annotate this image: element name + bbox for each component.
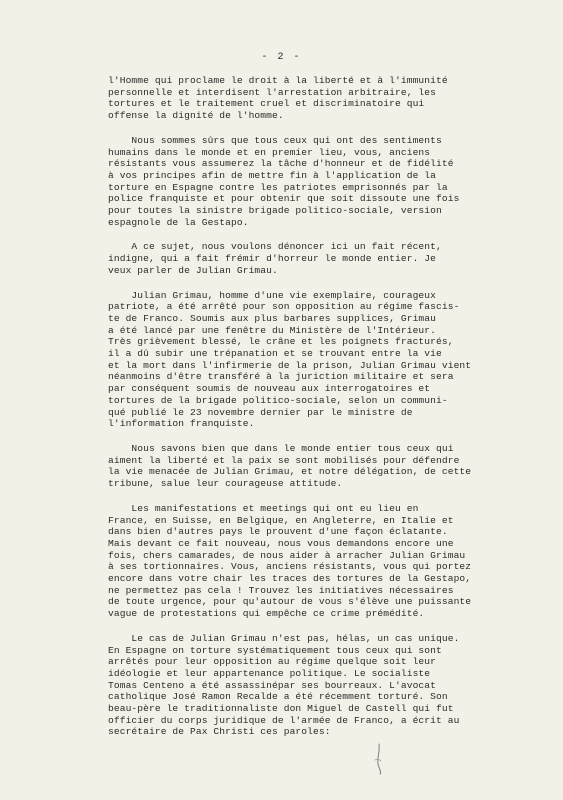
text-line: la vie menacée de Julian Grimau, et notre délégation, de cette: [108, 466, 472, 478]
text-line: et la mort dans l'infirmerie de la prison, Julian Grimau vient: [108, 359, 472, 371]
text-line: encore dans votre chair les traces des tortures de la Gestapo,: [108, 573, 472, 585]
text-line: a été lancé par une fenêtre du Ministère de l'Intérieur.: [108, 324, 437, 336]
text-line: France, en Suisse, en Belgique, en Angleterre, en Italie et: [108, 514, 454, 526]
text-line: patriote, a été arrêté pour son opposition au régime fascis-: [108, 301, 460, 313]
text-line: te de Franco. Soumis aux plus barbares supplices, Grimau: [108, 312, 437, 324]
text-line: Nous savons bien que dans le monde entier tous ceux qui: [108, 442, 454, 454]
paragraph-6: [108, 503, 508, 620]
text-line: A ce sujet, nous voulons dénoncer ici un fait récent,: [108, 241, 442, 253]
text-line: offense la dignité de l'homme.: [108, 110, 284, 122]
paragraph-1: [108, 75, 508, 122]
text-line: Nous sommes sûrs que tous ceux qui ont des sentiments: [108, 134, 442, 146]
text-line: dans bien d'autres pays le prouvent d'une façon éclatante.: [108, 526, 448, 538]
text-line: tortures et le traitement cruel et discriminatoire qui: [108, 98, 425, 110]
text-line: espagnole de la Gestapo.: [108, 216, 249, 228]
text-line: Très grièvement blessé, le crâne et les poignets fracturés,: [108, 336, 454, 348]
text-line: de toute urgence, pour qu'autour de vous s'élève une puissante: [108, 596, 472, 608]
text-line: Tomas Centeno a été assassinépar ses bourreaux. L'avocat: [108, 679, 437, 691]
text-line: tribune, salue leur courageuse attitude.: [108, 478, 343, 490]
text-line: à ses tortionnaires. Vous, anciens résistants, vous qui portez: [108, 561, 472, 573]
text-line: Julian Grimau, homme d'une vie exemplaire, courageux: [108, 289, 437, 301]
text-line: Mais devant ce fait nouveau, nous vous demandons encore une: [108, 537, 454, 549]
text-line: officier du corps juridique de l'armée de Franco, a écrit au: [108, 714, 460, 726]
text-line: il a dû subir une trépanation et se trouvant entre la vie: [108, 348, 442, 360]
text-line: indigne, qui a fait frémir d'horreur le monde entier. Je: [108, 253, 437, 265]
text-line: humains dans le monde et en premier lieu, vous, anciens: [108, 146, 431, 158]
text-line: néanmoins d'être transféré à la juriction militaire et sera: [108, 371, 454, 383]
text-line: l'information franquiste.: [108, 418, 255, 430]
paragraph-2: [108, 135, 508, 229]
text-line: l'Homme qui proclame le droit à la liberté et à l'immunité: [108, 75, 448, 86]
pencil-mark-icon: [370, 742, 388, 776]
paragraph-4: [108, 290, 508, 430]
text-line: En Espagne on torture systématiquement tous ceux qui sont: [108, 644, 442, 656]
document-body: [108, 75, 508, 751]
paragraph-3: [108, 241, 508, 276]
text-line: pour toutes la sinistre brigade politico-sociale, version: [108, 205, 442, 217]
text-line: torture en Espagne contre les patriotes emprisonnés par la: [108, 181, 448, 193]
text-line: beau-père le traditionnaliste don Miguel de Castell qui fut: [108, 703, 454, 715]
paragraph-5: [108, 443, 508, 490]
text-line: tortures de la brigade politico-sociale, selon un communi-: [108, 394, 448, 406]
text-line: personnelle et interdisent l'arrestation arbitraire, les: [108, 86, 437, 98]
page-number: - 2 -: [261, 52, 302, 63]
text-line: aiment la liberté et la paix se sont mobilisés pour défendre: [108, 454, 460, 466]
text-line: vague de protestations qui empêche ce crime prémédité.: [108, 608, 425, 620]
paragraph-7: [108, 633, 508, 738]
text-line: secrétaire de Pax Christi ces paroles:: [108, 726, 331, 738]
text-line: ne permettez pas cela ! Trouvez les initiatives nécessaires: [108, 584, 454, 596]
text-line: police franquiste et pour obtenir que soit dissoute une fois: [108, 193, 460, 205]
text-line: à vos principes afin de mettre fin à l'application de la: [108, 169, 437, 181]
text-line: Le cas de Julian Grimau n'est pas, hélas, un cas unique.: [108, 632, 460, 644]
text-line: arrêtés pour leur opposition au régime quelque soit leur: [108, 656, 437, 668]
text-line: idéologie et leur appartenance politique. Le socialiste: [108, 667, 431, 679]
text-line: résistants vous assumerez la tâche d'honneur et de fidélité: [108, 158, 454, 170]
text-line: qué publié le 23 novembre dernier par le ministre de: [108, 406, 413, 418]
text-line: fois, chers camarades, de nous aider à arracher Julian Grimau: [108, 549, 466, 561]
text-line: veux parler de Julian Grimau.: [108, 264, 278, 276]
text-line: catholique José Ramon Recalde a été récemment torturé. Son: [108, 691, 448, 703]
text-line: Les manifestations et meetings qui ont eu lieu en: [108, 502, 419, 514]
text-line: par conséquent soumis de nouveau aux interrogatoires et: [108, 383, 431, 395]
